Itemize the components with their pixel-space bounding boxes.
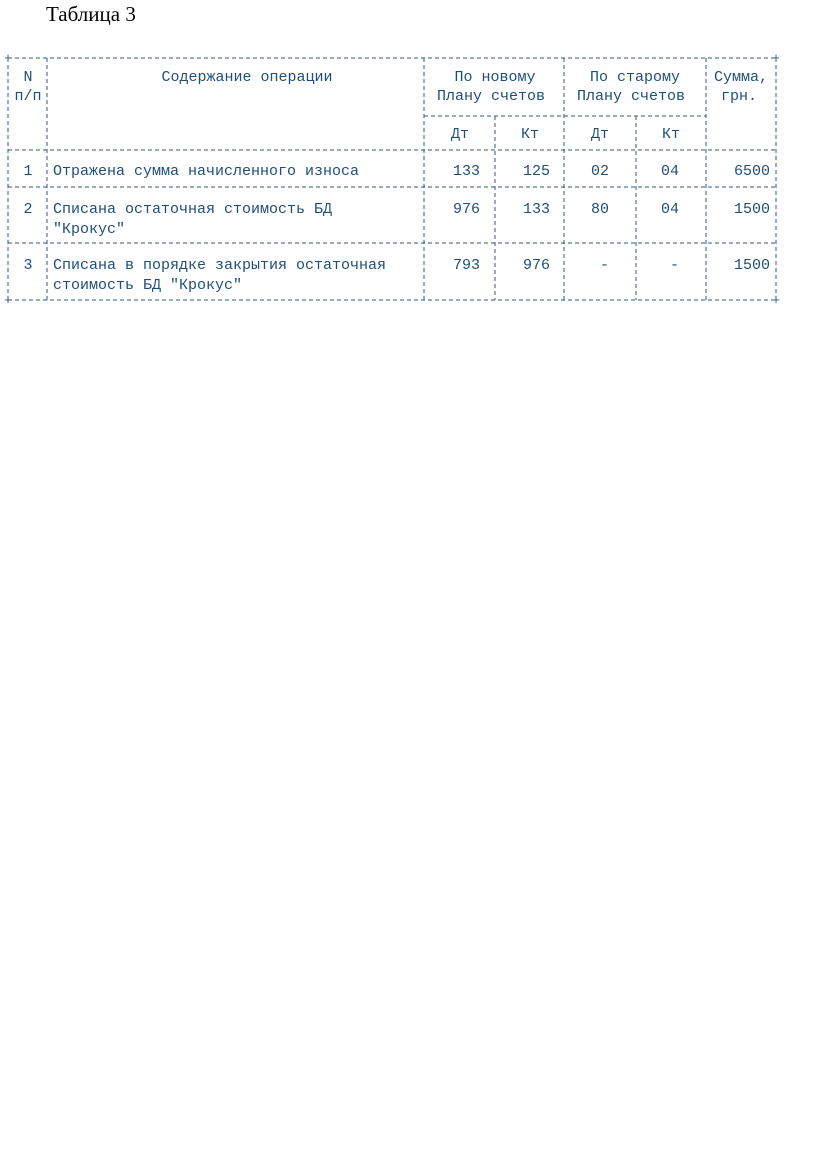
row-number: 1 xyxy=(23,163,33,180)
row-sum: 1500 xyxy=(733,201,770,218)
table-row xyxy=(23,257,770,294)
table-row xyxy=(23,201,770,238)
row-number: 3 xyxy=(23,257,33,274)
row-old-kt: - xyxy=(669,257,679,274)
table-header xyxy=(14,69,768,143)
row-sum: 1500 xyxy=(733,257,770,274)
row-sum: 6500 xyxy=(733,163,770,180)
svg-text:+: + xyxy=(4,293,12,308)
header-old-plan-line2: Плану счетов xyxy=(576,88,686,105)
row-old-dt: 02 xyxy=(590,163,609,180)
svg-text:+: + xyxy=(772,293,780,308)
row-old-dt: - xyxy=(599,257,609,274)
header-new-dt: Дт xyxy=(450,126,470,143)
row-old-kt: 04 xyxy=(660,163,679,180)
header-new-kt: Кт xyxy=(520,126,540,143)
header-new-plan-line2: Плану счетов xyxy=(436,88,546,105)
table-row xyxy=(23,163,770,180)
row-old-kt: 04 xyxy=(660,201,679,218)
row-number: 2 xyxy=(23,201,33,218)
table-title: Таблица 3 xyxy=(46,2,136,26)
header-old-kt: Кт xyxy=(661,126,681,143)
row-new-dt: 976 xyxy=(452,201,480,218)
row-old-dt: 80 xyxy=(590,201,609,218)
row-new-dt: 133 xyxy=(452,163,480,180)
operations-table xyxy=(0,0,816,330)
header-content: Содержание операции xyxy=(161,69,333,86)
header-sum-line2: грн. xyxy=(720,88,758,105)
header-old-plan-line1: По старому xyxy=(589,69,681,86)
header-num-line1: N xyxy=(23,69,33,86)
row-content-line2: стоимость БД "Крокус" xyxy=(53,277,243,294)
header-num-line2: п/п xyxy=(14,88,42,105)
row-new-kt: 125 xyxy=(522,163,550,180)
row-new-dt: 793 xyxy=(452,257,480,274)
row-content-line1: Отражена сумма начисленного износа xyxy=(53,163,360,180)
header-sum-line1: Сумма, xyxy=(713,69,769,86)
svg-text:+: + xyxy=(4,51,12,66)
row-content-line1: Списана в порядке закрытия остаточная xyxy=(53,257,387,274)
row-content-line2: "Крокус" xyxy=(53,221,126,238)
header-new-plan-line1: По новому xyxy=(454,69,536,86)
header-old-dt: Дт xyxy=(590,126,610,143)
row-new-kt: 133 xyxy=(522,201,550,218)
svg-text:+: + xyxy=(772,51,780,66)
row-new-kt: 976 xyxy=(522,257,550,274)
row-content-line1: Списана остаточная стоимость БД xyxy=(53,201,333,218)
